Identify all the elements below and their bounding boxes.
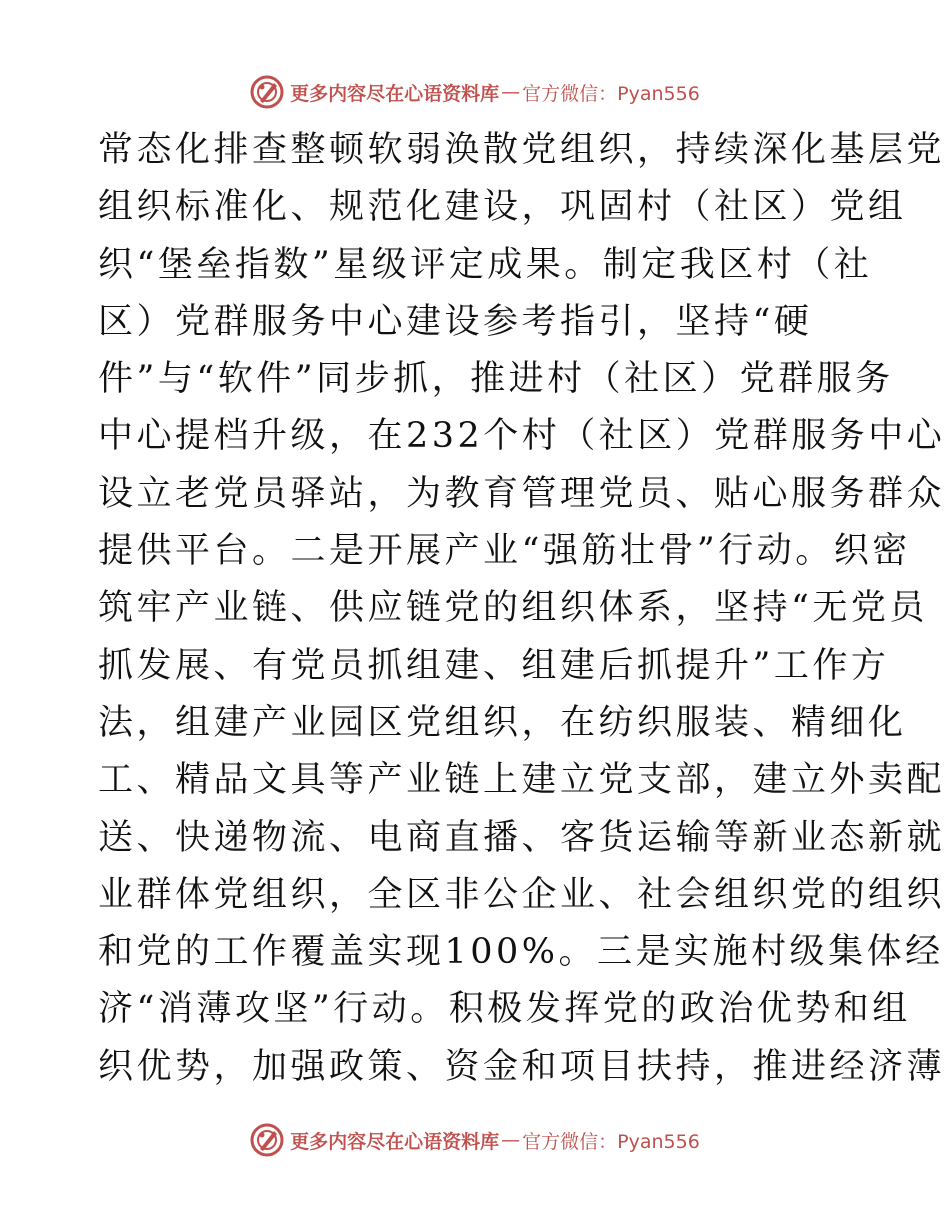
text-line: 法，组建产业园区党组织，在纺织服装、精细化 [98,702,907,743]
text-line: 筑牢产业链、供应链党的组织体系，坚持“无党员 [98,588,928,629]
footer-banner [0,1120,950,1160]
header-banner-wechat: 官方微信：Pyan556 [522,82,700,105]
text-line: 提供平台。二是开展产业“强筋壮骨”行动。织密 [98,531,911,572]
footer-banner-separator: — [501,1129,521,1151]
text-line: 区）党群服务中心建设参考指引，坚持“硬 [98,301,813,342]
text-line: 中心提档升级，在232个村（社区）党群服务中心 [98,416,946,457]
text-line: 工、精品文具等产业链上建立党支部，建立外卖配 [98,760,946,801]
text-line: 抓发展、有党员抓组建、组建后抓提升”工作方 [98,645,890,686]
text-line: 织优势，加强政策、资金和项目扶持，推进经济薄 [98,1046,946,1087]
text-line: 件”与“软件”同步抓，推进村（社区）党群服务 [98,359,894,400]
text-line: 常态化排查整顿软弱涣散党组织，持续深化基层党 [98,130,946,170]
header-banner-separator: — [501,81,521,103]
logo-icon [250,75,284,109]
text-line: 济“消薄攻坚”行动。积极发挥党的政治优势和组 [98,989,911,1030]
text-line: 业群体党组织，全区非公企业、社会组织党的组织 [98,874,946,915]
text-line: 设立老党员驿站，为教育管理党员、贴心服务群众 [98,473,946,514]
logo-icon [250,1123,284,1157]
text-line: 送、快递物流、电商直播、客货运输等新业态新就 [98,817,946,858]
document-body [98,122,946,1096]
footer-banner-wechat: 官方微信：Pyan556 [522,1130,700,1153]
text-line: 织“堡垒指数”星级评定成果。制定我区村（社 [98,244,873,285]
header-banner-main: 更多内容尽在心语资料库 [290,82,500,105]
text-line: 组织标准化、规范化建设，巩固村（社区）党组 [98,187,907,228]
text-line: 和党的工作覆盖实现100%。三是实施村级集体经 [98,932,944,973]
header-banner [0,72,950,112]
footer-banner-main: 更多内容尽在心语资料库 [290,1130,500,1153]
